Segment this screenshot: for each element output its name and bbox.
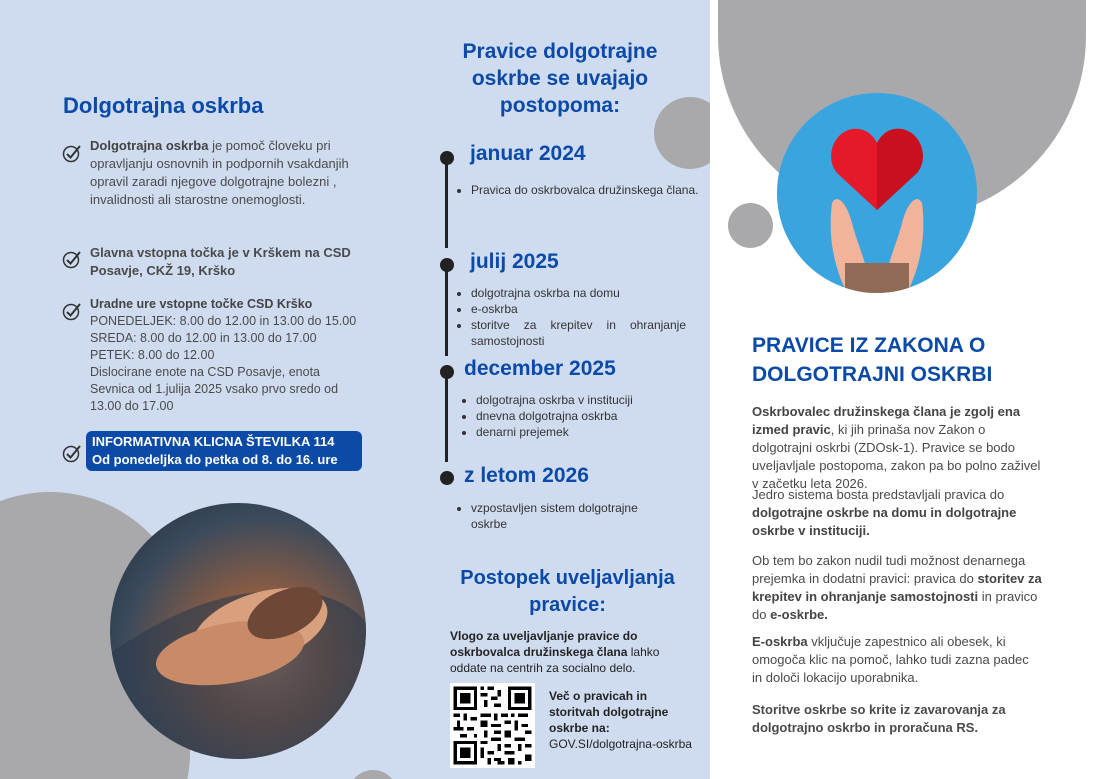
timeline-item: • dnevna dolgotrajna oskrba [476,408,706,424]
procedure-text [450,628,675,676]
timeline-line [445,266,448,356]
panel1-title: Dolgotrajna oskrba [63,93,264,118]
timeline-item: • vzpostavljen sistem dolgotrajne oskrbe [471,500,671,532]
more-info-text: Več o pravicah in storitvah dolgotrajne oskrbe na: [549,689,669,735]
timeline-dot [440,471,454,485]
paragraph-1 [752,403,1042,493]
timeline-dot [440,365,454,379]
timeline-items [455,285,686,349]
p3-bold2: e-oskrbe. [770,607,828,622]
timeline-item: • denarni prejemek [476,424,706,440]
checkmark-icon [62,301,82,321]
paragraph-3 [752,552,1042,624]
entry-point-text: Glavna vstopna točka je v Krškem na CSD Posavje, CKŽ 19, Krško [90,245,351,278]
procedure-title: Postopek uveljavljanja pravice: [460,567,675,616]
p4-rest: vključuje zapestnico ali obesek, ki omogoča klic na pomoč, lahko tudi zazna padec in določi lokacijo uporabnika. [752,634,1029,685]
timeline-dot [440,151,454,165]
decorative-circle [654,97,710,169]
definition-bold: Dolgotrajna oskrba [90,138,209,153]
rights-title: PRAVICE IZ ZAKONA O DOLGOTRAJNI OSKRBI [752,334,993,386]
p4-bold: E-oskrba [752,634,808,649]
info-hotline-badge [86,431,362,471]
timeline-year: julij 2025 [470,250,559,273]
office-hours-line: 13.00 do 17.00 [90,399,174,413]
hotline-hours: Od ponedeljka do petka od 8. do 16. ure [92,452,338,467]
p3-text2: in pravico do [752,589,1038,622]
p3-text1: Ob tem bo zakon nudil tudi možnost denarnega prejemka in dodatni pravici: pravica do [752,553,1026,586]
office-hours-line: PONEDELJEK: 8.00 do 12.00 in 13.00 do 15.00 [90,314,357,328]
paragraph-4 [752,633,1042,687]
checkmark-icon [62,143,82,163]
left-panel [0,0,425,779]
holding-hands-photo [110,503,366,759]
p2-bold: dolgotrajne oskrbe na domu in dolgotrajne oskrbe v instituciji. [752,505,1017,538]
timeline-year: december 2025 [464,357,616,380]
timeline-dot [440,258,454,272]
timeline-items [455,500,671,532]
office-hours-line: PETEK: 8.00 do 12.00 [90,348,215,362]
timeline-line [445,158,448,248]
decorative-circle [348,770,398,779]
checkmark-icon [62,249,82,269]
paragraph-5: Storitve oskrbe so krite iz zavarovanja za dolgotrajno oskrbo in proračuna RS. [752,702,1006,735]
right-panel [710,0,1098,779]
office-hours [90,296,380,415]
heart-hands-photo [777,93,977,293]
timeline-year: z letom 2026 [464,464,589,487]
middle-panel [425,0,710,779]
timeline-items [455,182,710,198]
timeline-items [460,392,706,440]
p1-bold: Oskrbovalec družinskega člana je zgolj ena izmed pravic [752,404,1021,437]
definition-text [90,137,360,209]
timeline-item: • dolgotrajna oskrba v instituciji [476,392,706,408]
office-hours-line: SREDA: 8.00 do 12.00 in 13.00 do 17.00 [90,331,317,345]
timeline-item: • dolgotrajna oskrba na domu [471,285,686,301]
timeline-year: januar 2024 [470,142,586,165]
hotline-number: INFORMATIVNA KLICNA ŠTEVILKA 114 [92,434,335,449]
decorative-circle [728,203,773,248]
office-hours-line: Dislocirane enote na CSD Posavje, enota [90,365,320,379]
procedure-bold: Vlogo za uveljavljanje pravice do oskrbovalca družinskega člana [450,629,638,659]
qr-code[interactable] [450,683,535,768]
timeline-line [445,372,448,462]
office-hours-line: Sevnica od 1.julija 2025 vsako prvo sredo od [90,382,339,396]
timeline-item: • Pravica do oskrbovalca družinskega člana. [471,182,710,198]
procedure-rest: lahko oddate na centrih za socialno delo. [450,645,660,675]
timeline-title: Pravice dolgotrajne oskrbe se uvajajo postopoma: [462,40,658,117]
paragraph-2 [752,486,1042,540]
timeline-item: • storitve za krepitev in ohranjanje samostojnosti [471,317,686,349]
gov-link[interactable]: GOV.SI/dolgotrajna-oskrba [549,737,692,751]
checkmark-icon [62,443,82,463]
p1-rest: , ki jih prinaša nov Zakon o dolgotrajni oskrbi (ZDOsk-1). Pravice se bodo uveljavljale postopoma, zakon pa bo polno zaživel v začetku leta 2026. [752,422,1041,491]
definition-rest: je pomoč človeku pri opravljanju osnovnih in podpornih vsakdanjih opravil zaradi njegove dolgotrajne bolezni , invalidnosti ali starostne onemoglosti. [90,138,349,207]
p3-bold1: storitev za krepitev in ohranjanje samostojnosti [752,571,1042,604]
p2-rest: Jedro sistema bosta predstavljali pravica do [752,487,1005,502]
office-hours-title: Uradne ure vstopne točke CSD Krško [90,297,313,311]
timeline-item: • e-oskrba [471,301,686,317]
